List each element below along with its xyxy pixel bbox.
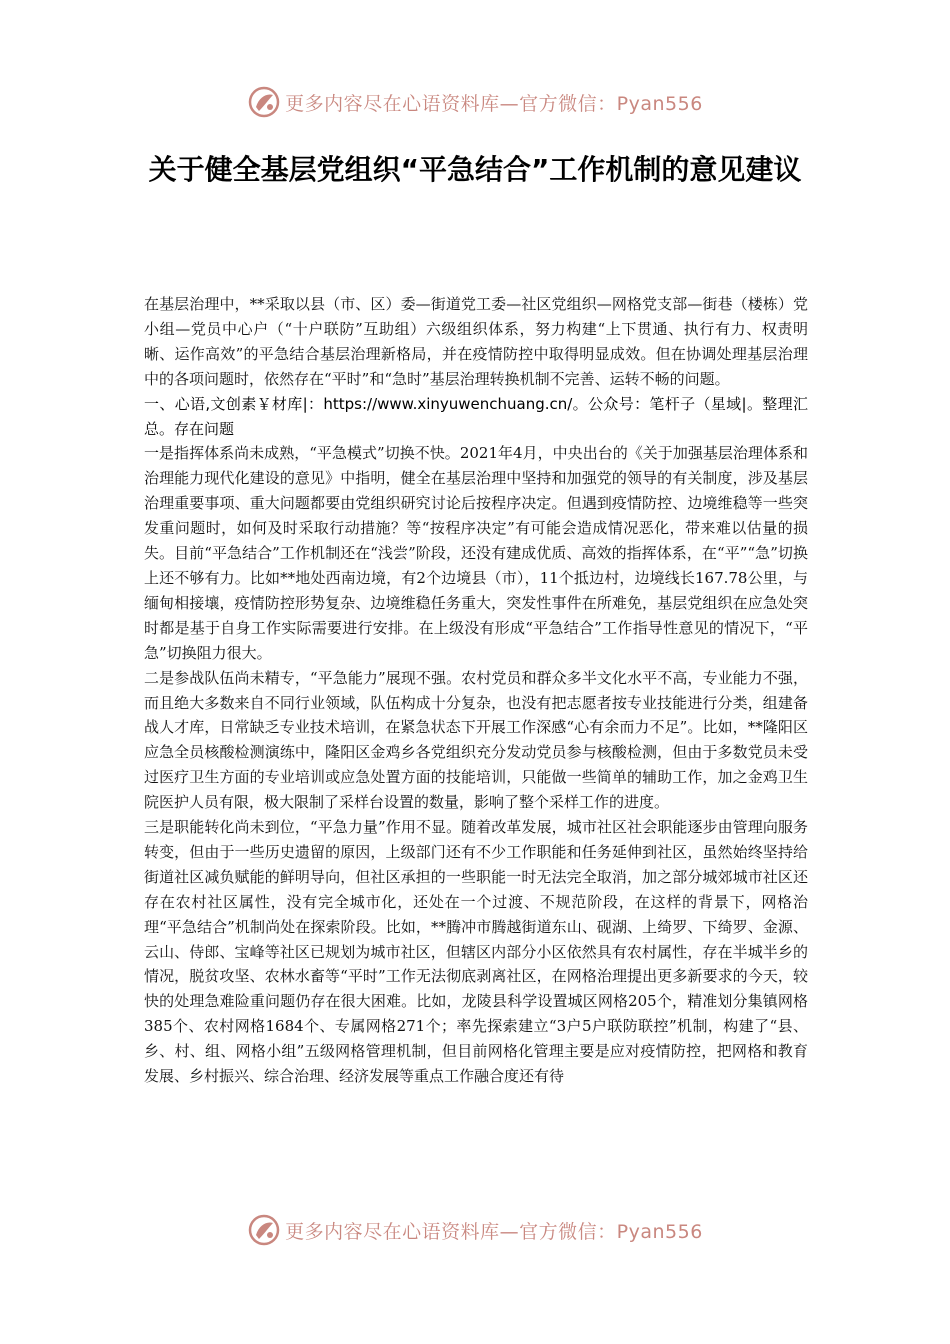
xinyu-logo-icon bbox=[247, 1213, 281, 1247]
issue-paragraph-3: 三是职能转化尚未到位，“平急力量”作用不显。随着改革发展，城市社区社会职能逐步由管理向服务转变，但由于一些历史遗留的原因，上级部门还有不少工作职能和任务延伸到社区，虽然始终坚持给街道社区减负赋能的鲜明导向，但社区承担的一些职能一时无法完全取消，加之部分城郊城市社区还存在农村社区属性，没有完全城市化，还处在一个过渡、不规范阶段，在这样的背景下，网格治理“平急结合”机制尚处在探索阶段。比如，**腾冲市腾越街道东山、砚湖、上绮罗、下绮罗、金源、云山、侍郎、宝峰等社区已规划为城市社区，但辖区内部分小区依然具有农村属性，存在半城半乡的情况，脱贫攻坚、农林水畜等“平时”工作无法彻底剥离社区，在网格治理提出更多新要求的今天，较快的处理急难险重问题仍存在很大困难。比如，龙陵县科学设置城区网格205个，精准划分集镇网格385个、农村网格1684个、专属网格271个；率先探索建立“3户5户联防联控”机制，构建了“县、乡、村、组、网格小组”五级网格管理机制，但目前网格化管理主要是应对疫情防控，把网格和教育发展、乡村振兴、综合治理、经济发展等重点工作融合度还有待 bbox=[144, 818, 808, 1086]
intro-paragraph: 在基层治理中，**采取以县（市、区）委—街道党工委—社区党组织—网格党支部—街巷（楼栋）党小组—党员中心户（“十户联防”互助组）六级组织体系，努力构建“上下贯通、执行有力、权责明晰、运作高效”的平急结合基层治理新格局，并在疫情防控中取得明显成效。但在协调处理基层治理中的各项问题时，依然存在“平时”和“急时”基层治理转换机制不完善、运转不畅的问题。 bbox=[144, 295, 808, 388]
watermark-text: 更多内容尽在心语资料库—官方微信：Pyan556 bbox=[285, 1220, 703, 1243]
xinyu-logo-icon bbox=[247, 85, 281, 119]
watermark-banner-top bbox=[0, 82, 950, 122]
document-title: 关于健全基层党组织“平急结合”工作机制的意见建议 bbox=[148, 153, 802, 186]
watermark-banner-bottom bbox=[0, 1210, 950, 1250]
document-body bbox=[144, 292, 808, 1089]
issue-paragraph-2: 二是参战队伍尚未精专，“平急能力”展现不强。农村党员和群众多半文化水平不高，专业能力不强，而且绝大多数来自不同行业领域，队伍构成十分复杂，也没有把志愿者按专业技能进行分类，组建备战人才库，日常缺乏专业技术培训，在紧急状态下开展工作深感“心有余而力不足”。比如，**隆阳区应急全员核酸检测演练中，隆阳区金鸡乡各党组织充分发动党员参与核酸检测，但由于多数党员未受过医疗卫生方面的专业培训或应急处置方面的技能培训，只能做一些简单的辅助工作，加之金鸡卫生院医护人员有限，极大限制了采样台设置的数量，影响了整个采样工作的进度。 bbox=[144, 668, 808, 812]
watermark-text: 更多内容尽在心语资料库—官方微信：Pyan556 bbox=[285, 92, 703, 115]
section-heading: 一、心语,文创素￥材库|：https://www.xinyuwenchuang.cn/。公众号：笔杆子（星域|。整理汇总。存在问题 bbox=[144, 394, 808, 438]
issue-paragraph-1: 一是指挥体系尚未成熟，“平急模式”切换不快。2021年4月，中央出台的《关于加强基层治理体系和治理能力现代化建设的意见》中指明，健全在基层治理中坚持和加强党的领导的有关制度，涉及基层治理重要事项、重大问题都要由党组织研究讨论后按程序决定。但遇到疫情防控、边境维稳等一些突发重问题时，如何及时采取行动措施？等“按程序决定”有可能会造成情况恶化，带来难以估量的损失。目前“平急结合”工作机制还在“浅尝”阶段，还没有建成优质、高效的指挥体系，在“平”“急”切换上还不够有力。比如**地处西南边境，有2个边境县（市），11个抵边村，边境线长167.78公里，与缅甸相接壤，疫情防控形势复杂、边境维稳任务重大，突发性事件在所难免，基层党组织在应急处突时都是基于自身工作实际需要进行安排。在上级没有形成“平急结合”工作指导性意见的情况下，“平急”切换阻力很大。 bbox=[144, 444, 808, 662]
